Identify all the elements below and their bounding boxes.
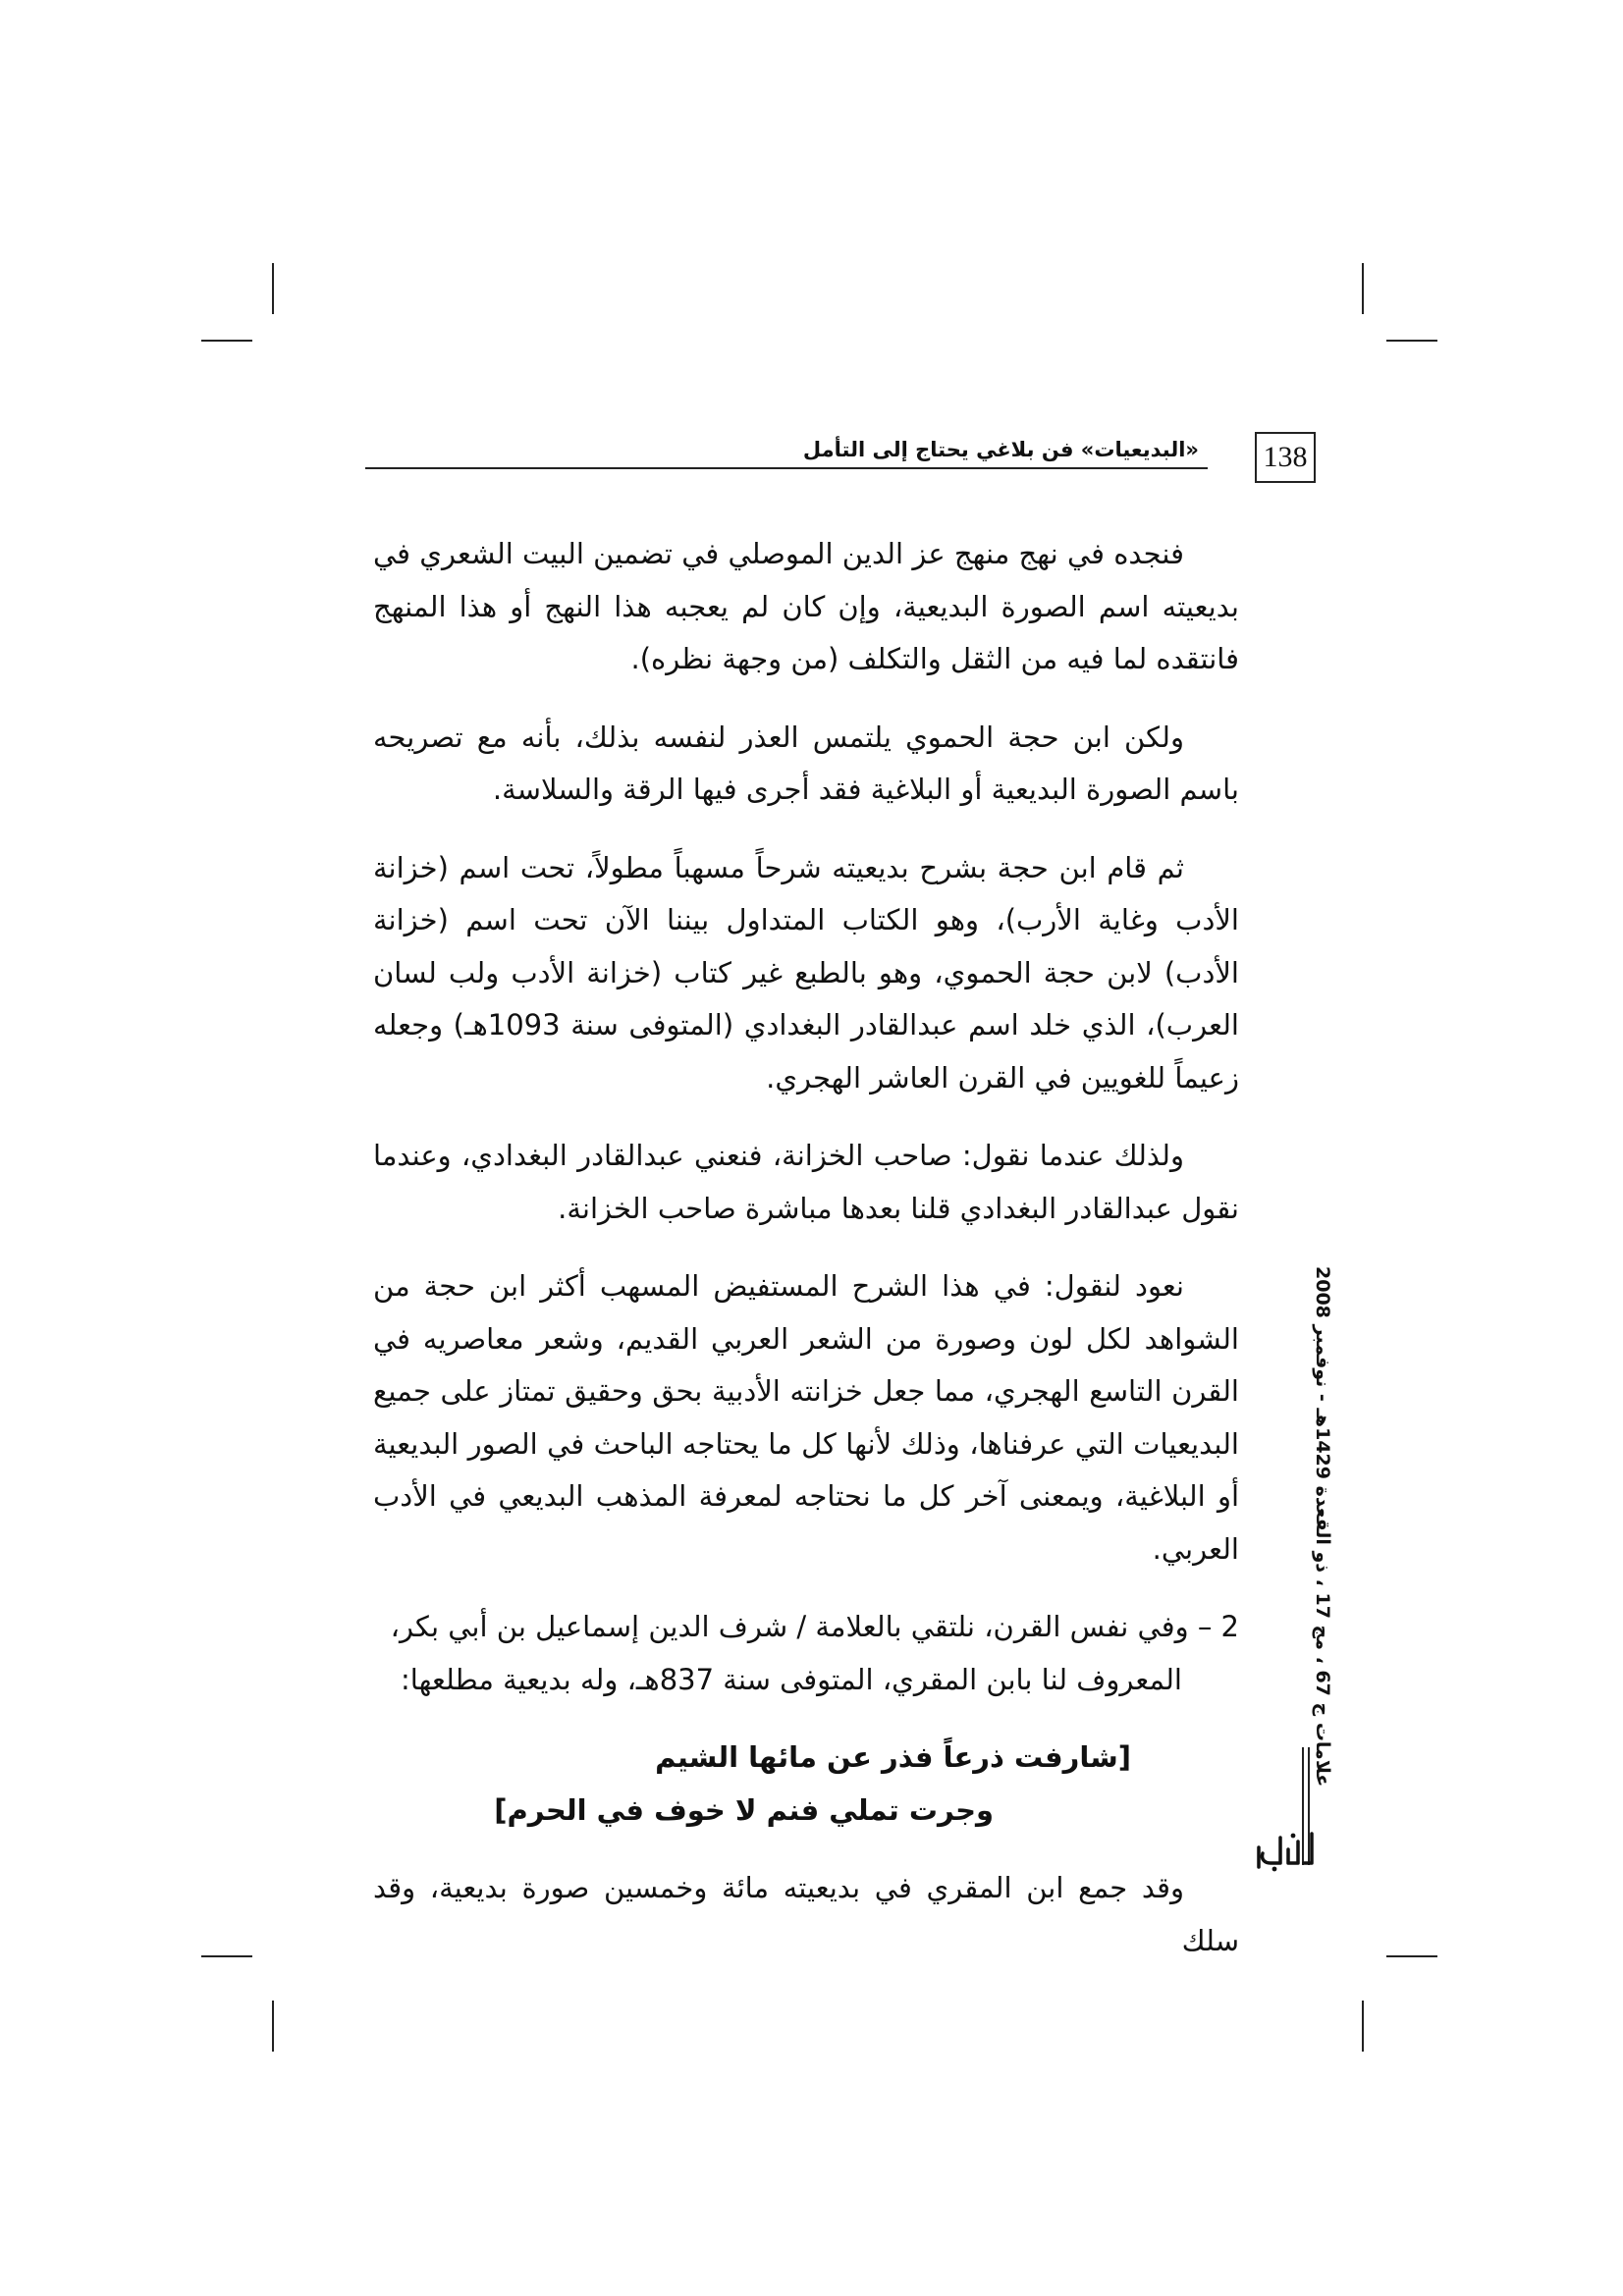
verse-line-1: [شارفت ذرعاً فذر عن مائها الشيم xyxy=(655,1740,1131,1774)
crop-mark-top-right-horizontal xyxy=(1386,340,1437,342)
journal-logo-mark xyxy=(1253,1828,1318,1873)
crop-mark-top-left-vertical xyxy=(272,263,274,314)
crop-mark-top-right-vertical xyxy=(1362,263,1364,314)
journal-logo xyxy=(1253,1828,1318,1873)
paragraph-3: ثم قام ابن حجة بشرح بديعيته شرحاً مسهباً مطولاً، تحت اسم (خزانة الأدب وغاية الأرب)، وهو الكتاب المتداول بيننا الآن تحت اسم (خزانة الأدب) لابن حجة الحموي، وهو بالطبع غير كتاب (خزانة الأدب ولب لسان العرب)، الذي خلد اسم عبدالقادر البغدادي (المتوفى سنة 1093هـ) وجعله زعيماً للغويين في القرن العاشر الهجري. xyxy=(373,850,1239,1095)
paragraph-7: وقد جمع ابن المقري في بديعيته مائة وخمسين صورة بديعية، وقد سلك xyxy=(373,1871,1239,1957)
crop-mark-top-left-horizontal xyxy=(201,340,252,342)
crop-mark-bottom-left-vertical xyxy=(272,2001,274,2052)
page-number-text: 138 xyxy=(1263,441,1308,473)
paragraph-1: فنجده في نهج منهج عز الدين الموصلي في تضمين البيت الشعري في بديعيته اسم الصورة البديعية، وإن كان لم يعجبه هذا النهج أو هذا المنهج فانتقده لما فيه من الثقل والتكلف (من وجهة نظره). xyxy=(373,537,1239,675)
paragraph-6-line-2: المعروف لنا بابن المقري، المتوفى سنة 837هـ، وله بديعية مطلعها: xyxy=(400,1662,1182,1696)
article-body xyxy=(373,528,1239,1967)
paragraph-5: نعود لنقول: في هذا الشرح المستفيض المسهب أكثر ابن حجة من الشواهد لكل لون وصورة من الشعر العربي القديم، وشعر معاصريه في القرن التاسع الهجري، مما جعل خزانته الأدبية بحق وحقيق تمتاز على جميع البديعيات التي عرفناها، وذلك لأنها كل ما يحتاجه الباحث في الصور البديعية أو البلاغية، ويمعنى آخر كل ما نحتاجه لمعرفة المذهب البديعي في الأدب العربي. xyxy=(373,1269,1239,1566)
poem-verse xyxy=(373,1732,1239,1837)
crop-mark-bottom-right-vertical xyxy=(1362,2001,1364,2052)
page-number xyxy=(1255,432,1316,483)
running-title: «البديعيات» فن بلاغي يحتاج إلى التأمل xyxy=(802,438,1199,461)
verse-line-2: وجرت تملي فنم لا خوف في الحرم] xyxy=(494,1792,994,1827)
crop-mark-bottom-left-horizontal xyxy=(201,1955,252,1957)
journal-issue-info: علامات ج 67 ، مج 17 ، ذو القعدة 1429هـ - نوفمبر 2008 xyxy=(1312,1266,1333,1788)
paragraph-4: ولذلك عندما نقول: صاحب الخزانة، فنعني عبدالقادر البغدادي، وعندما نقول عبدالقادر البغدادي قلنا بعدها مباشرة صاحب الخزانة. xyxy=(373,1139,1239,1225)
paragraph-6-line-1: 2 – وفي نفس القرن، نلتقي بالعلامة / شرف الدين إسماعيل بن أبي بكر، xyxy=(390,1610,1239,1643)
crop-mark-bottom-right-horizontal xyxy=(1386,1955,1437,1957)
paragraph-6 xyxy=(373,1601,1239,1706)
paragraph-2: ولكن ابن حجة الحموي يلتمس العذر لنفسه بذلك، بأنه مع تصريحه باسم الصورة البديعية أو البلاغية فقد أجرى فيها الرقة والسلاسة. xyxy=(373,720,1239,806)
header-divider xyxy=(365,467,1208,469)
